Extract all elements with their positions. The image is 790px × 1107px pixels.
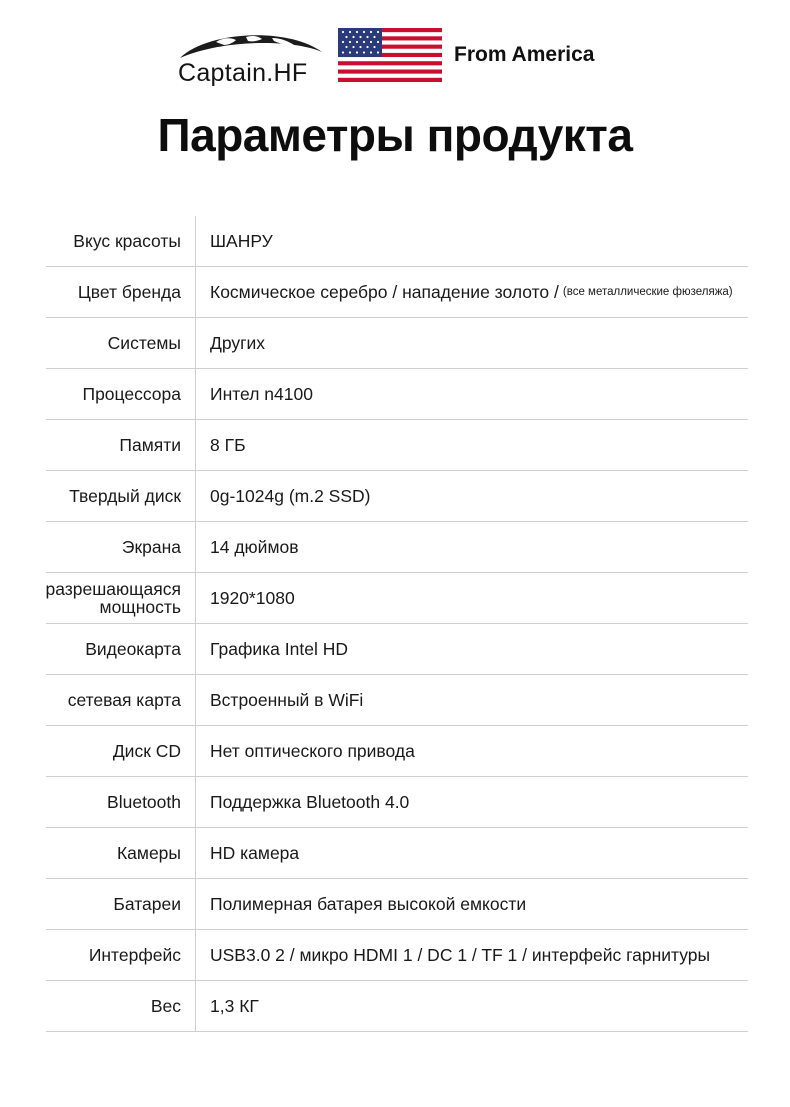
spec-value [210, 573, 748, 623]
spec-value-text: Интел n4100 [210, 383, 313, 404]
spec-row [46, 777, 748, 828]
column-divider [195, 267, 196, 317]
column-divider [195, 828, 196, 878]
column-divider [195, 318, 196, 368]
spec-value-text: Нет оптического привода [210, 740, 415, 761]
spec-label: Батареи [113, 894, 181, 914]
spec-label: Вес [150, 996, 181, 1016]
column-divider [195, 216, 196, 266]
spec-label: Bluetooth [107, 792, 181, 812]
spec-value [210, 369, 748, 419]
spec-row [46, 369, 748, 420]
spec-row [46, 573, 748, 624]
spec-value-text: 0g-1024g (m.2 SSD) [210, 485, 371, 506]
column-divider [195, 522, 196, 572]
spec-row [46, 318, 748, 369]
column-divider [195, 573, 196, 623]
page-title: Параметры продукта [157, 109, 633, 161]
spec-row [46, 522, 748, 573]
spec-value [210, 267, 748, 317]
spec-value-text: Графика Intel HD [210, 638, 348, 659]
spec-value [210, 828, 748, 878]
spec-row [46, 879, 748, 930]
spec-label: разрешающаяся мощность [45, 579, 181, 617]
logo-text: Captain.HF [178, 59, 308, 87]
spec-row [46, 216, 748, 267]
spec-value-text: Других [210, 332, 266, 353]
spec-value [210, 624, 748, 674]
spec-value-text: Поддержка Bluetooth 4.0 [210, 791, 410, 812]
spec-label: Видеокарта [85, 639, 181, 659]
spec-value-text: Полимерная батарея высокой емкости [210, 893, 527, 914]
spec-row [46, 267, 748, 318]
column-divider [195, 471, 196, 521]
spec-value [210, 981, 748, 1031]
globe-icon [176, 28, 326, 62]
spec-row [46, 828, 748, 879]
spec-table [46, 216, 748, 1032]
spec-value [210, 318, 748, 368]
column-divider [195, 981, 196, 1031]
spec-row [46, 675, 748, 726]
spec-row [46, 726, 748, 777]
column-divider [195, 930, 196, 980]
spec-label: Цвет бренда [77, 282, 181, 302]
spec-label: Камеры [116, 843, 181, 863]
column-divider [195, 777, 196, 827]
spec-label: сетевая карта [67, 690, 181, 710]
column-divider [195, 726, 196, 776]
spec-label: Интерфейс [88, 945, 181, 965]
spec-value-text: 14 дюймов [210, 536, 299, 557]
spec-value-text: USB3.0 2 / микро HDMI 1 / DC 1 / TF 1 / интерфейс гарнитуры [210, 944, 711, 965]
spec-row [46, 420, 748, 471]
spec-value [210, 675, 748, 725]
spec-label: Твердый диск [69, 486, 181, 506]
spec-label: Вкус красоты [73, 231, 181, 251]
spec-value [210, 726, 748, 776]
us-flag-icon [338, 28, 442, 82]
column-divider [195, 675, 196, 725]
spec-value-text: ШАНРУ [210, 230, 273, 251]
spec-value-text: Встроенный в WiFi [210, 689, 364, 710]
spec-value-note: (все металлические фюзеляжа) [562, 286, 733, 298]
column-divider [195, 420, 196, 470]
spec-label: Системы [107, 333, 181, 353]
captain-hf-logo [176, 28, 326, 88]
origin-label: From America [454, 43, 595, 66]
spec-value-text: 8 ГБ [210, 434, 246, 455]
spec-row [46, 471, 748, 522]
spec-value [210, 777, 748, 827]
spec-row [46, 624, 748, 675]
spec-label: Экрана [121, 537, 181, 557]
spec-value [210, 420, 748, 470]
spec-value [210, 216, 748, 266]
spec-value [210, 522, 748, 572]
spec-value [210, 879, 748, 929]
spec-value-text: HD камера [210, 842, 300, 863]
spec-value-text: 1,3 КГ [210, 995, 259, 1016]
spec-value-text: 1920*1080 [210, 587, 295, 608]
spec-label: Процессора [82, 384, 181, 404]
spec-row [46, 930, 748, 981]
spec-label: Памяти [119, 435, 181, 455]
column-divider [195, 624, 196, 674]
header [0, 0, 790, 100]
column-divider [195, 369, 196, 419]
spec-row [46, 981, 748, 1032]
spec-value-text: Космическое серебро / нападение золото / [210, 281, 559, 302]
column-divider [195, 879, 196, 929]
spec-value [210, 471, 748, 521]
spec-value [210, 930, 748, 980]
spec-label: Диск CD [112, 741, 181, 761]
